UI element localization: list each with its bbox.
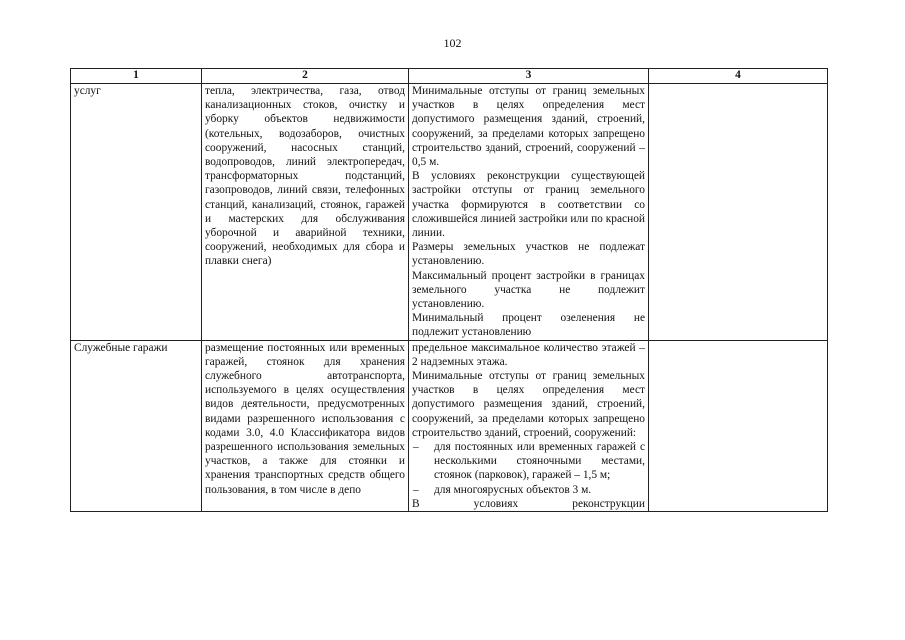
regulations-table [70, 68, 828, 512]
parameter-paragraph: Минимальные отступы от границ земельных участков в целях определения мест допустимого размещения зданий, строений, сооружений, за пределами которых запрещено строительство зданий, строений, сооружений: [412, 370, 645, 439]
table-row [71, 340, 828, 511]
parameters-cell [409, 340, 649, 511]
use-type-cell: услуг [71, 84, 202, 341]
parameter-paragraph: Минимальный процент озеленения не подлежит установлению [412, 312, 645, 339]
parameter-paragraph: Минимальные отступы от границ земельных участков в целях определения мест допустимого размещения зданий, строений, сооружений, за пределами которых запрещено строительство зданий, строений, сооружений – 0,5 м. [412, 85, 645, 169]
page-number: 102 [443, 36, 462, 50]
parameter-paragraph: предельное максимальное количество этажей – 2 надземных этажа. [412, 341, 645, 368]
header-row [71, 69, 828, 84]
notes-cell [649, 84, 828, 341]
list-item: – для многоярусных объектов 3 м. [412, 483, 645, 497]
parameter-paragraph: Максимальный процент застройки в границах земельного участка не подлежит установлению. [412, 269, 645, 311]
parameter-paragraph: Размеры земельных участков не подлежат установлению. [412, 241, 645, 268]
column-header-2: 2 [202, 69, 409, 84]
description-cell: тепла, электричества, газа, отвод канализационных стоков, очистку и уборку объектов недвижимости (котельных, водозаборов, очистных сооружений, насосных станций, водопроводов, линий электропередач, трансформаторных подстанций, газопроводов, линий связи, телефонных станций, канализаций, стоянок, гаражей и мастерских для обслуживания уборочной и аварийной техники, сооружений, необходимых для сбора и плавки снега) [202, 84, 409, 341]
parameter-paragraph: В условиях реконструкции существующей застройки отступы от границ земельного участка формируются в соответствии со сложившейся линией застройки или по красной линии. [412, 170, 645, 240]
parameter-paragraph: В условиях реконструкции [412, 497, 645, 510]
parameters-cell [409, 84, 649, 341]
column-header-3: 3 [409, 69, 649, 84]
column-header-1: 1 [71, 69, 202, 84]
column-header-4: 4 [649, 69, 828, 84]
setback-list [412, 440, 645, 497]
notes-cell [649, 340, 828, 511]
table-row [71, 84, 828, 341]
use-type-cell: Служебные гаражи [71, 340, 202, 511]
description-cell: размещение постоянных или временных гаражей, стоянок для хранения служебного автотранспорта, используемого в целях осуществления видов деятельности, предусмотренных видами разрешенного использования с кодами 3.0, 4.0 Классификатора видов разрешенного использования земельных участков, а также для стоянки и хранения транспортных средств общего пользования, в том числе в депо [202, 340, 409, 511]
list-item: – для постоянных или временных гаражей с несколькими стояночными местами, стоянок (парковок), гаражей – 1,5 м; [412, 440, 645, 483]
